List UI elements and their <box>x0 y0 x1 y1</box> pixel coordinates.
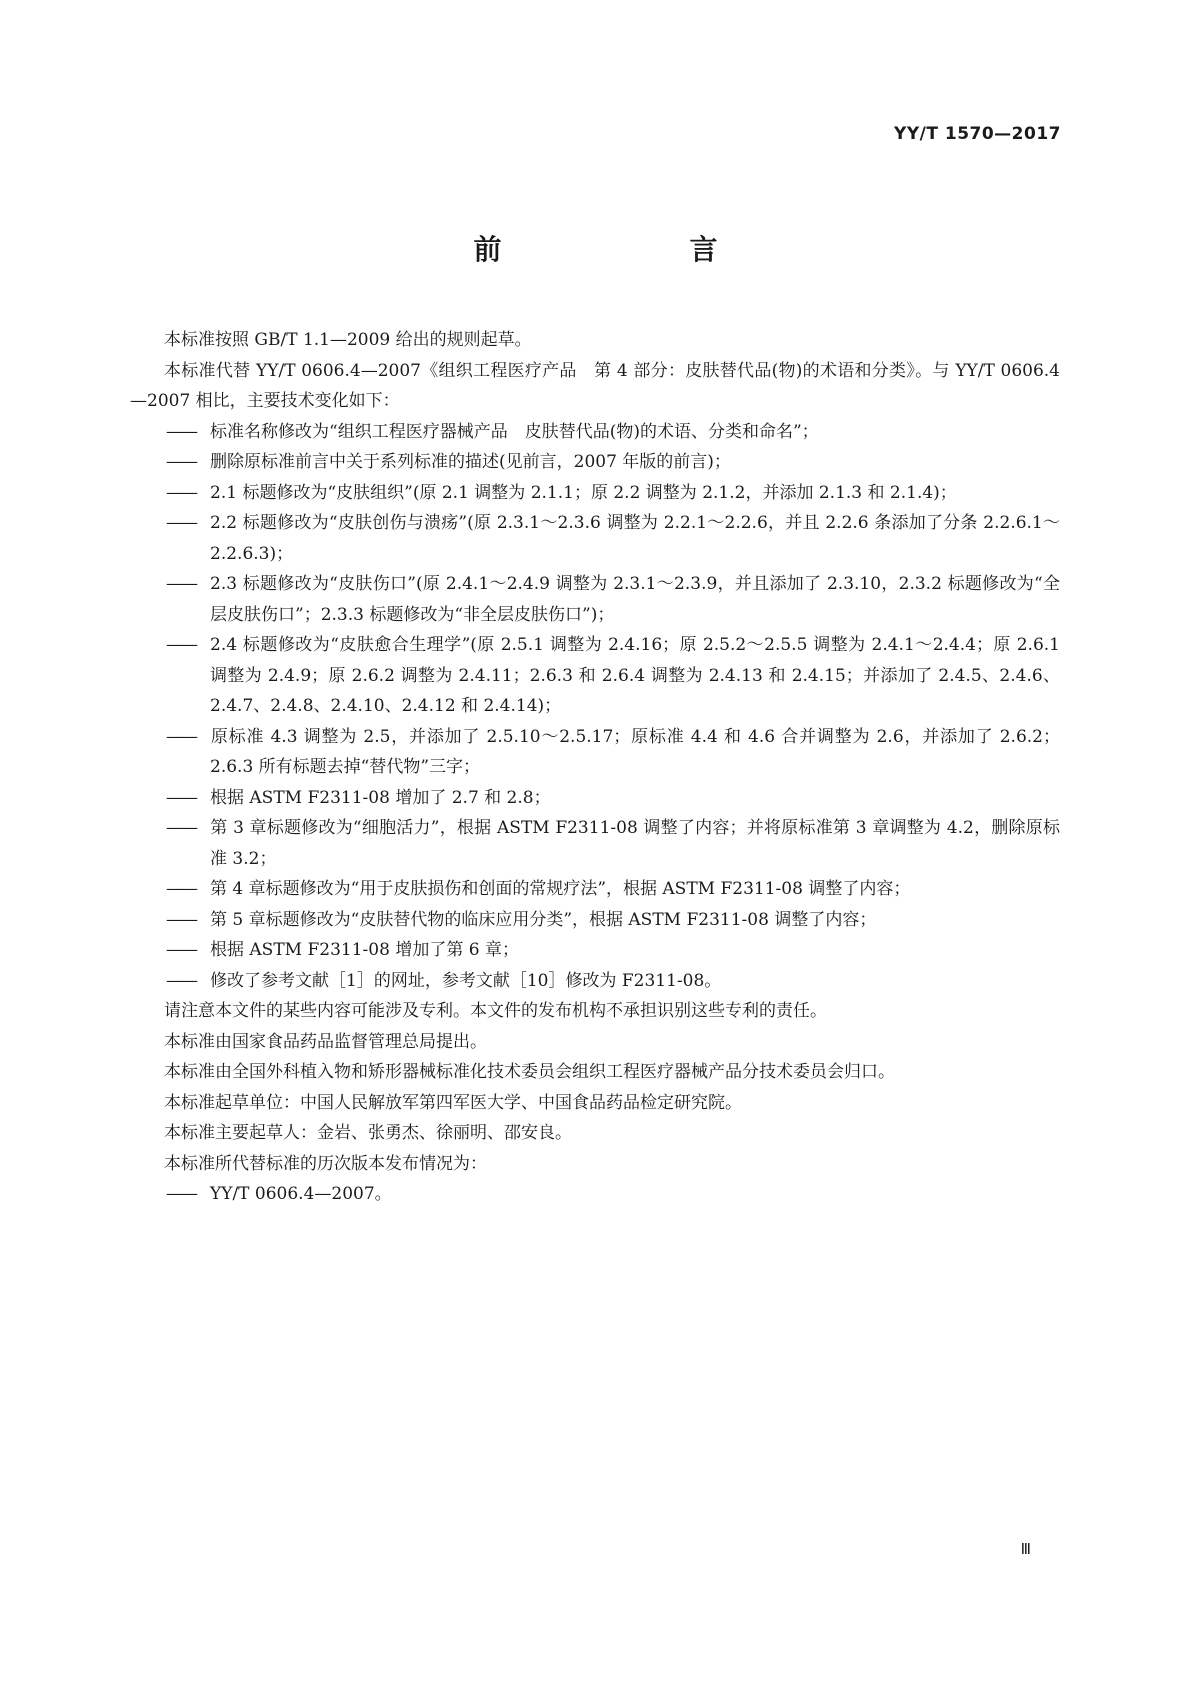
list-item: —— 根据 ASTM F2311-08 增加了第 6 章； <box>130 935 1060 966</box>
list-item: —— 修改了参考文献［1］的网址，参考文献［10］修改为 F2311-08。 <box>130 966 1060 997</box>
drafters-paragraph: 本标准主要起草人：金岩、张勇杰、徐丽明、邵安良。 <box>164 1123 572 1143</box>
drafting-units-paragraph: 本标准起草单位：中国人民解放军第四军医大学、中国食品药品检定研究院。 <box>164 1092 742 1113</box>
standard-code: YY/T 1570—2017 <box>894 124 1061 144</box>
list-item: —— 第 5 章标题修改为“皮肤替代物的临床应用分类”，根据 ASTM F2311-08 调整了内容； <box>130 905 1060 936</box>
list-item: —— 2.1 标题修改为“皮肤组织”(原 2.1 调整为 2.1.1；原 2.2 调整为 2.1.2，并添加 2.1.3 和 2.1.4)； <box>130 478 1060 509</box>
dash-mark: —— <box>166 421 196 442</box>
dash-mark: —— <box>166 879 196 899</box>
list-item: —— 2.4 标题修改为“皮肤愈合生理学”(原 2.5.1 调整为 2.4.16；原 2.5.2～2.5.5 调整为 2.4.1～2.4.4；原 2.6.1 调整为 2.4.9；原 2.6.2 调整为 2.4.11；2.6.3 和 2.6.4 调整为 2.4.13 和 2.4.15；并添加了 2.4.5、2.4.6、2.4.7、2.4.8、2.4.10、2.4.12 和 2.4.14)； <box>130 630 1060 722</box>
dash-mark: —— <box>166 970 196 991</box>
changes-list <box>130 417 1060 997</box>
dash-mark: —— <box>166 909 196 930</box>
list-item: —— 第 4 章标题修改为“用于皮肤损伤和创面的常规疗法”，根据 ASTM F2311-08 调整了内容； <box>130 874 1060 905</box>
patent-notice-paragraph: 请注意本文件的某些内容可能涉及专利。本文件的发布机构不承担识别这些专利的责任。 <box>164 1001 827 1021</box>
dash-mark: —— <box>166 1184 196 1204</box>
page-number: Ⅲ <box>1020 1540 1031 1558</box>
dash-mark: —— <box>166 513 196 533</box>
dash-mark: —— <box>166 482 196 503</box>
dash-mark: —— <box>166 940 196 960</box>
dash-mark: —— <box>166 452 196 472</box>
list-item: —— 第 3 章标题修改为“细胞活力”，根据 ASTM F2311-08 调整了内容；并将原标准第 3 章调整为 4.2，删除原标准 3.2； <box>130 813 1060 874</box>
dash-mark: —— <box>166 726 196 747</box>
proposer-paragraph: 本标准由国家食品药品监督管理总局提出。 <box>164 1031 487 1052</box>
list-item: —— 删除原标准前言中关于系列标准的描述(见前言，2007 年版的前言)； <box>130 447 1060 478</box>
previous-versions-list <box>130 1179 1060 1210</box>
list-item: —— YY/T 0606.4—2007。 <box>130 1179 1060 1210</box>
list-item: —— 原标准 4.3 调整为 2.5，并添加了 2.5.10～2.5.17；原标准 4.4 和 4.6 合并调整为 2.6，并添加了 2.6.2；2.6.3 所有标题去掉“替代物”三字； <box>130 722 1060 783</box>
replacement-paragraph: 本标准代替 YY/T 0606.4—2007《组织工程医疗产品 第 4 部分：皮肤替代品(物)的术语和分类》。与 YY/T 0606.4—2007 相比，主要技术变化如下： <box>130 360 1060 411</box>
dash-mark: —— <box>166 635 196 655</box>
page-title: 前 言 <box>473 233 762 266</box>
list-item: —— 2.3 标题修改为“皮肤伤口”(原 2.4.1～2.4.9 调整为 2.3.1～2.3.9，并且添加了 2.3.10，2.3.2 标题修改为“全层皮肤伤口”；2.3.3 标题修改为“非全层皮肤伤口”)； <box>130 569 1060 630</box>
list-item: —— 标准名称修改为“组织工程医疗器械产品 皮肤替代品(物)的术语、分类和命名”； <box>130 417 1060 448</box>
dash-mark: —— <box>166 574 196 594</box>
document-body <box>130 325 1060 1210</box>
committee-paragraph: 本标准由全国外科植入物和矫形器械标准化技术委员会组织工程医疗器械产品分技术委员会归口。 <box>164 1062 895 1082</box>
history-paragraph: 本标准所代替标准的历次版本发布情况为： <box>164 1153 487 1174</box>
dash-mark: —— <box>166 787 196 808</box>
list-item: —— 2.2 标题修改为“皮肤创伤与溃疡”(原 2.3.1～2.3.6 调整为 2.2.1～2.2.6，并且 2.2.6 条添加了分条 2.2.6.1～2.2.6.3)； <box>130 508 1060 569</box>
drafting-rule-paragraph: 本标准按照 GB/T 1.1—2009 给出的规则起草。 <box>164 330 532 350</box>
dash-mark: —— <box>166 818 196 838</box>
list-item: —— 根据 ASTM F2311-08 增加了 2.7 和 2.8； <box>130 783 1060 814</box>
